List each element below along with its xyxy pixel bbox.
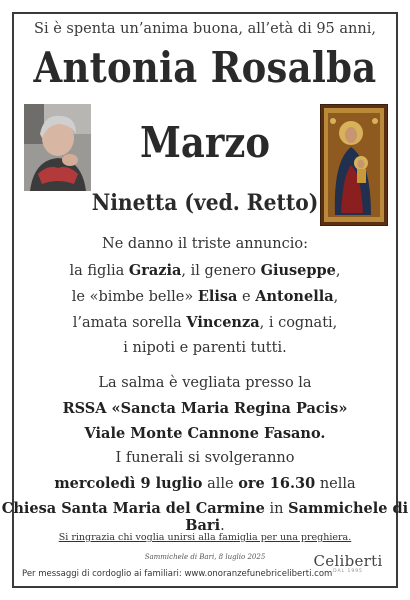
place-date: Sammichele di Bari, 8 luglio 2025 [144, 553, 266, 561]
announcement-line-1: Ne danno il triste annuncio: [102, 236, 308, 252]
condolence-footer: Per messaggi di cordoglio ai familiari: www.onoranzefunebriceliberti.com [22, 569, 333, 579]
funeral-line-6: Chiesa Santa Maria del Carmine in Sammichele di Bari. [1, 500, 409, 534]
intro-text: Si è spenta un’anima buona, all’età di 95 anni, [34, 21, 376, 37]
funeral-line-1: La salma è vegliata presso la [98, 375, 312, 391]
logo-name: Celiberti [313, 552, 383, 570]
announcement-line-3: le «bimbe belle» Elisa e Antonella, [71, 288, 339, 305]
funeral-line-3: Viale Monte Cannone Fasano. [84, 425, 326, 442]
deceased-surname: Marzo [140, 118, 270, 167]
funeral-home-logo [313, 552, 383, 582]
madonna-icon [320, 104, 388, 226]
funeral-line-5: mercoledì 9 luglio alle ore 16.30 nella [54, 475, 356, 492]
deceased-nickname: Ninetta (ved. Retto) [91, 190, 319, 216]
funeral-line-2: RSSA «Sancta Maria Regina Pacis» [62, 400, 348, 417]
announcement-line-5: i nipoti e parenti tutti. [123, 340, 287, 356]
logo-subtitle: DAL 1995 [333, 569, 363, 574]
funeral-line-4: I funerali si svolgeranno [115, 450, 295, 466]
thanks-text: Si ringrazia chi voglia unirsi alla famiglia per una preghiera. [58, 532, 352, 543]
portrait-photo [24, 104, 91, 191]
deceased-first-names: Antonia Rosalba [33, 43, 377, 92]
announcement-line-2: la figlia Grazia, il genero Giuseppe, [69, 262, 341, 279]
announcement-line-4: l’amata sorella Vincenza, i cognati, [72, 314, 338, 331]
